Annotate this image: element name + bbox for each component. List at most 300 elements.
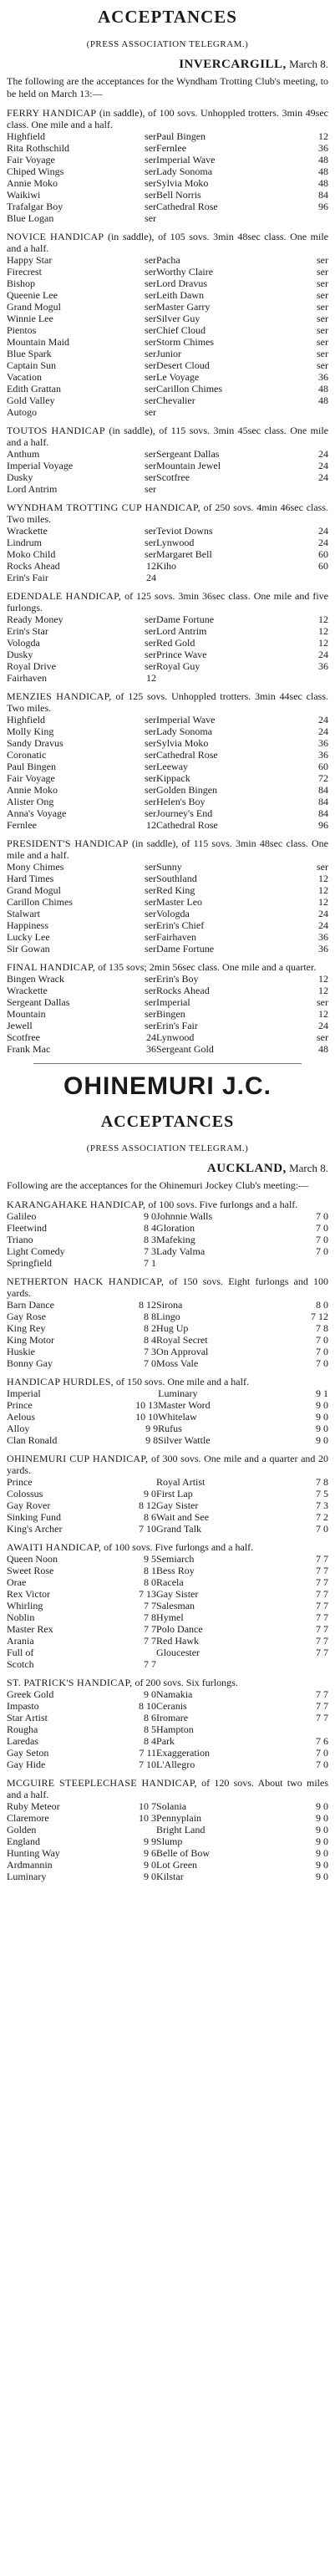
page-title: ACCEPTANCES (98, 7, 237, 27)
handicap-mark: ser (145, 660, 157, 672)
handicap-mark: 48 (318, 154, 328, 165)
horse-name: King Motor (7, 1334, 54, 1346)
handicap-mark: 7 7 (144, 1600, 157, 1611)
horse-name: Fernlee (7, 819, 37, 831)
entry-row (7, 1346, 328, 1357)
horse-name: Bonny Gay (7, 1357, 53, 1369)
handicap-mark: 8 3 (144, 1234, 157, 1245)
horse-name: Chiped Wings (7, 165, 64, 177)
entry-row (7, 1712, 328, 1723)
horse-name: Gold Valley (7, 395, 55, 406)
handicap-mark: ser (145, 254, 157, 266)
entry-row (7, 985, 328, 996)
horse-name: Lingo (156, 1311, 180, 1322)
horse-name: King's Archer (7, 1523, 63, 1535)
handicap-mark: 9 0 (144, 1688, 157, 1700)
horse-name: Hunting Way (7, 1847, 60, 1859)
entry-row (7, 1600, 328, 1611)
horse-name: Coronatic (7, 749, 47, 761)
handicap-mark: 24 (318, 908, 328, 919)
entry-row (7, 1234, 328, 1245)
entry-row (7, 1859, 328, 1871)
race-block (7, 425, 328, 495)
entry-row (7, 406, 328, 418)
race-conditions: (in saddle), of 100 sovs. Unhoppled trotters. 3min 49sec class. One mile and a half. (7, 107, 329, 130)
horse-name: Bingen Wrack (7, 973, 64, 985)
dateline-place: INVERCARGILL, (179, 58, 287, 71)
entry-row (7, 896, 328, 908)
entry-row (7, 1700, 328, 1712)
entry-row (7, 1511, 328, 1523)
handicap-mark: 24 (146, 1031, 157, 1043)
horse-name: Grand Mogul (7, 884, 61, 896)
handicap-mark: 36 (146, 1043, 157, 1055)
handicap-mark: 9 6 (144, 1847, 157, 1859)
entry-row (7, 266, 328, 277)
race-heading (7, 107, 328, 130)
horse-name: Jewell (7, 1020, 33, 1031)
handicap-mark: 48 (318, 383, 328, 395)
horse-name: Luminary (7, 1871, 47, 1882)
horse-name: Silver Wattle (158, 1434, 211, 1446)
handicap-mark: 8 5 (144, 1723, 157, 1735)
handicap-mark (298, 672, 328, 684)
horse-name: Dusky (7, 471, 33, 483)
entry-row (7, 1611, 328, 1623)
handicap-mark: 12 (318, 625, 328, 637)
horse-name: Imperial Wave (156, 714, 216, 725)
handicap-mark: ser (317, 266, 328, 277)
horse-name: Greek Gold (7, 1688, 54, 1700)
horse-name: Alloy (7, 1423, 30, 1434)
entries-table (7, 130, 328, 224)
race-conditions: of 125 sovs. Unhoppled trotters. 3min 44sec class. Two miles. (7, 690, 328, 714)
handicap-mark: 12 (146, 560, 157, 572)
race-conditions: of 250 sovs. 4min 46sec class. Two miles. (7, 501, 329, 525)
horse-name: Captain Sun (7, 359, 56, 371)
handicap-mark: 7 0 (316, 1222, 328, 1234)
entry-row (7, 908, 328, 919)
horse-name: Prince (7, 1399, 33, 1411)
entry-row (7, 784, 328, 796)
entry-row (7, 448, 328, 460)
handicap-mark: ser (145, 460, 157, 471)
handicap-mark: 24 (318, 714, 328, 725)
handicap-mark: 7 7 (144, 1635, 157, 1647)
horse-name: Fernlee (156, 142, 187, 154)
handicap-mark: 10 3 (139, 1812, 157, 1824)
handicap-mark: 7 5 (316, 1488, 328, 1499)
entry-row (7, 819, 328, 831)
entry-row (7, 772, 328, 784)
horse-name: Royal Secret (156, 1334, 208, 1346)
horse-name: Johnnie Walls (156, 1210, 213, 1222)
horse-name: Salesman (156, 1600, 195, 1611)
press-credit: (PRESS ASSOCIATION TELEGRAM.) (86, 39, 249, 49)
entry-row (7, 1747, 328, 1759)
handicap-mark: 7 7 (316, 1553, 328, 1565)
entry-row (7, 737, 328, 749)
entry-row (7, 1245, 328, 1257)
horse-name: Happy Star (7, 254, 53, 266)
handicap-mark: 12 (318, 973, 328, 985)
handicap-mark: 48 (318, 1043, 328, 1055)
handicap-mark: 84 (318, 807, 328, 819)
handicap-mark: ser (145, 525, 157, 537)
handicap-mark: 9 9 (144, 1835, 157, 1847)
handicap-mark: 96 (318, 819, 328, 831)
entry-row (7, 1399, 328, 1411)
horse-name: Rex Victor (7, 1588, 51, 1600)
race-conditions: of 100 sovs. Five furlongs and a half. (104, 1541, 254, 1553)
handicap-mark: 7 7 (316, 1712, 328, 1723)
race-conditions: (in saddle), of 115 sovs. 3min 45sec class. One mile and a half. (7, 425, 329, 448)
horse-name: Kiho (156, 560, 177, 572)
handicap-mark: ser (145, 931, 157, 943)
handicap-mark: 9 8 (145, 1434, 159, 1446)
handicap-mark: 7 0 (316, 1357, 328, 1369)
horse-name: Rita Rothschild (7, 142, 69, 154)
horse-name: Full of (7, 1647, 34, 1658)
horse-name: Sylvia Moko (156, 737, 209, 749)
handicap-mark: 9 0 (316, 1423, 328, 1434)
horse-name: Kilstar (156, 1871, 184, 1882)
race-heading (7, 1677, 328, 1688)
race-conditions: of 100 sovs. Five furlongs and a half. (148, 1199, 298, 1210)
handicap-mark: 60 (318, 548, 328, 560)
handicap-mark: 8 4 (144, 1222, 157, 1234)
entries-table (7, 973, 328, 1055)
handicap-mark: 9 0 (316, 1871, 328, 1882)
horse-name: Waikiwi (7, 189, 41, 201)
horse-name: Orae (7, 1576, 27, 1588)
horse-name: Star Artist (7, 1712, 48, 1723)
horse-name: Erin's Chief (156, 919, 205, 931)
handicap-mark: ser (145, 796, 157, 807)
handicap-mark: 7 12 (311, 1311, 328, 1322)
horse-name: Dame Fortune (156, 943, 215, 955)
race-heading (7, 501, 328, 525)
entry-row (7, 725, 328, 737)
handicap-mark: ser (145, 943, 157, 955)
horse-name: Blue Logan (7, 212, 54, 224)
horse-name: Whirling (7, 1600, 43, 1611)
dateline-date: March 8. (289, 58, 328, 70)
ohinemuri-race-list (0, 1199, 335, 1882)
entry-row (7, 1812, 328, 1824)
entry-row (7, 537, 328, 548)
horse-name: Grand Talk (156, 1523, 201, 1535)
entry-row (7, 348, 328, 359)
horse-name (156, 1658, 298, 1670)
handicap-mark: ser (145, 313, 157, 324)
handicap-mark: 7 11 (139, 1747, 157, 1759)
entry-row (7, 1658, 328, 1670)
horse-name: Carillon Chimes (7, 896, 73, 908)
horse-name: Slump (156, 1835, 183, 1847)
horse-name: Rocks Ahead (7, 560, 60, 572)
handicap-mark: ser (317, 1031, 328, 1043)
horse-name: Clan Ronald (7, 1434, 58, 1446)
horse-name: Ardmannin (7, 1859, 53, 1871)
horse-name: Imperial (156, 996, 190, 1008)
race-block (7, 837, 328, 955)
handicap-mark: ser (145, 177, 157, 189)
handicap-mark: ser (317, 861, 328, 873)
horse-name: Golden (7, 1824, 37, 1835)
horse-name: Winnie Lee (7, 313, 53, 324)
handicap-mark: ser (145, 548, 157, 560)
horse-name: Mountain Maid (7, 336, 69, 348)
handicap-mark (134, 1824, 156, 1835)
handicap-mark: 7 10 (139, 1523, 157, 1535)
handicap-mark: 7 0 (316, 1234, 328, 1245)
horse-name: Red Hawk (156, 1635, 200, 1647)
handicap-mark: ser (145, 289, 157, 301)
race-conditions: of 135 sovs; 2min 56sec class. One mile and a quarter. (98, 961, 317, 973)
handicap-mark: ser (145, 884, 157, 896)
entry-row (7, 483, 328, 495)
handicap-mark: 9 9 (145, 1423, 159, 1434)
handicap-mark (298, 1658, 328, 1670)
handicap-mark: ser (317, 348, 328, 359)
section-divider (33, 1063, 302, 1064)
horse-name: Gay Hide (7, 1759, 46, 1770)
race-heading (7, 690, 328, 714)
horse-name: Scotfree (7, 1031, 40, 1043)
horse-name: Laredas (7, 1735, 38, 1747)
entry-row (7, 1423, 328, 1434)
handicap-mark: 9 0 (144, 1871, 157, 1882)
handicap-mark: 8 6 (144, 1511, 157, 1523)
handicap-mark: ser (145, 277, 157, 289)
horse-name: Imperial (7, 1387, 41, 1399)
entry-row (7, 749, 328, 761)
entry-row (7, 471, 328, 483)
entry-row (7, 1688, 328, 1700)
horse-name: Queen Noon (7, 1553, 58, 1565)
handicap-mark: ser (145, 201, 157, 212)
handicap-mark: 60 (318, 560, 328, 572)
horse-name: Dame Fortune (156, 613, 215, 625)
horse-name: Whitelaw (158, 1411, 197, 1423)
race-name: MCGUIRE STEEPLECHASE HANDICAP, (7, 1777, 197, 1789)
horse-name: Royal Artist (156, 1476, 206, 1488)
race-heading (7, 231, 328, 254)
horse-name: Erin's Fair (7, 572, 48, 583)
race-block (7, 1376, 328, 1446)
handicap-mark: 9 0 (316, 1835, 328, 1847)
horse-name: Molly King (7, 725, 54, 737)
horse-name: Lord Antrim (7, 483, 58, 495)
horse-name: Erin's Boy (156, 973, 199, 985)
handicap-mark: ser (145, 142, 157, 154)
horse-name: Vacation (7, 371, 42, 383)
horse-name: Journey's End (156, 807, 213, 819)
horse-name: Royal Guy (156, 660, 200, 672)
horse-name: On Approval (156, 1346, 209, 1357)
handicap-mark: ser (145, 348, 157, 359)
horse-name: Master Garry (156, 301, 211, 313)
entry-row (7, 649, 328, 660)
handicap-mark: ser (145, 637, 157, 649)
horse-name: Anthum (7, 448, 40, 460)
horse-name: Fair Voyage (7, 154, 55, 165)
entry-row (7, 1647, 328, 1658)
horse-name: Stalwart (7, 908, 40, 919)
handicap-mark: ser (317, 301, 328, 313)
horse-name: Ceranis (156, 1700, 187, 1712)
handicap-mark (298, 406, 328, 418)
race-block (7, 1199, 328, 1269)
handicap-mark: 9 0 (316, 1399, 328, 1411)
horse-name (156, 572, 298, 583)
handicap-mark: 60 (318, 761, 328, 772)
entry-row (7, 1523, 328, 1535)
race-conditions: (in saddle), of 105 sovs. 3min 48sec class. One mile and a half. (7, 231, 328, 254)
handicap-mark: 7 7 (316, 1600, 328, 1611)
horse-name: Sirona (156, 1299, 183, 1311)
handicap-mark (298, 572, 328, 583)
horse-name: Rufus (158, 1423, 182, 1434)
entry-row (7, 460, 328, 471)
race-conditions: of 300 sovs. One mile and a quarter and 20 yards. (7, 1453, 328, 1476)
horse-name: England (7, 1835, 40, 1847)
handicap-mark: 24 (318, 471, 328, 483)
handicap-mark: 8 1 (144, 1565, 157, 1576)
race-heading (7, 1199, 328, 1210)
entry-row (7, 165, 328, 177)
horse-name: Teviot Downs (156, 525, 213, 537)
race-heading (7, 1453, 328, 1476)
race-conditions: (in saddle), of 115 sovs. 3min 48sec class. One mile and a half. (7, 837, 329, 861)
horse-name: Mafeking (156, 1234, 195, 1245)
handicap-mark: 7 0 (144, 1357, 157, 1369)
horse-name: Carillon Chimes (156, 383, 223, 395)
horse-name: Triano (7, 1234, 33, 1245)
entry-row (7, 996, 328, 1008)
club-title: OHINEMURI J.C. (63, 1072, 272, 1100)
entry-row (7, 1723, 328, 1735)
handicap-mark: ser (317, 289, 328, 301)
entries-table (7, 448, 328, 495)
entries-table (7, 254, 328, 418)
horse-name: Aelous (7, 1411, 35, 1423)
horse-name: Edith Grattan (7, 383, 61, 395)
horse-name: Light Comedy (7, 1245, 65, 1257)
horse-name: Red Gold (156, 637, 195, 649)
entry-row (7, 548, 328, 560)
entry-row (7, 660, 328, 672)
handicap-mark: 7 3 (144, 1346, 157, 1357)
handicap-mark: 10 10 (135, 1411, 159, 1423)
handicap-mark: 24 (318, 460, 328, 471)
horse-name: Bingen (156, 1008, 185, 1020)
handicap-mark: 12 (318, 1008, 328, 1020)
horse-name: Master Rex (7, 1623, 53, 1635)
handicap-mark: 7 7 (316, 1576, 328, 1588)
entry-row (7, 1635, 328, 1647)
horse-name (156, 212, 298, 224)
handicap-mark: 7 7 (316, 1688, 328, 1700)
race-conditions: of 150 sovs. One mile and a half. (116, 1376, 249, 1387)
horse-name: Fairhaven (156, 931, 197, 943)
handicap-mark: 8 8 (144, 1311, 157, 1322)
handicap-mark: 7 0 (316, 1523, 328, 1535)
entry-row (7, 525, 328, 537)
race-block (7, 231, 328, 418)
horse-name: Frank Mac (7, 1043, 51, 1055)
horse-name: Lord Antrim (156, 625, 207, 637)
race-name: FERRY HANDICAP (7, 107, 97, 119)
handicap-mark: 9 0 (144, 1859, 157, 1871)
horse-name: Ready Money (7, 613, 63, 625)
handicap-mark: 9 0 (144, 1210, 157, 1222)
entry-row (7, 189, 328, 201)
handicap-mark: ser (145, 359, 157, 371)
entry-row (7, 130, 328, 142)
handicap-mark: 7 7 (316, 1611, 328, 1623)
horse-name: Wait and See (156, 1511, 210, 1523)
entry-row (7, 1434, 328, 1446)
handicap-mark: 8 10 (139, 1700, 157, 1712)
race-conditions: of 120 sovs. About two miles and a half. (7, 1777, 328, 1800)
entry-row (7, 560, 328, 572)
horse-name: Junior (156, 348, 182, 359)
horse-name: Mony Chimes (7, 861, 64, 873)
horse-name: Gay Rover (7, 1499, 51, 1511)
handicap-mark: 7 7 (316, 1623, 328, 1635)
handicap-mark: ser (317, 324, 328, 336)
race-name: NOVICE HANDICAP (7, 231, 104, 242)
horse-name: Erin's Star (7, 625, 48, 637)
handicap-mark: 7 7 (316, 1635, 328, 1647)
horse-name: Rocks Ahead (156, 985, 210, 996)
race-name: MENZIES HANDICAP, (7, 690, 112, 702)
handicap-mark: ser (145, 807, 157, 819)
handicap-mark: ser (145, 324, 157, 336)
horse-name: King Rey (7, 1322, 46, 1334)
entry-row (7, 1411, 328, 1423)
horse-name: Margaret Bell (156, 548, 212, 560)
handicap-mark: ser (145, 985, 157, 996)
handicap-mark: 7 0 (316, 1346, 328, 1357)
handicap-mark: ser (145, 737, 157, 749)
entry-row (7, 1210, 328, 1222)
handicap-mark: 8 4 (144, 1334, 157, 1346)
handicap-mark (298, 483, 328, 495)
entry-row (7, 1735, 328, 1747)
horse-name: Namakia (156, 1688, 193, 1700)
handicap-mark: 8 12 (139, 1499, 157, 1511)
handicap-mark: 8 12 (139, 1299, 157, 1311)
horse-name: Desert Cloud (156, 359, 210, 371)
entry-row (7, 1387, 328, 1399)
handicap-mark (134, 1647, 156, 1658)
horse-name: Sinking Fund (7, 1511, 62, 1523)
entry-row (7, 625, 328, 637)
handicap-mark: 7 7 (316, 1588, 328, 1600)
handicap-mark: 24 (318, 525, 328, 537)
horse-name: Hard Times (7, 873, 54, 884)
entry-row (7, 1800, 328, 1812)
horse-name: Anna's Voyage (7, 807, 67, 819)
horse-name: Pientos (7, 324, 37, 336)
entry-row (7, 714, 328, 725)
handicap-mark: 84 (318, 189, 328, 201)
entry-row (7, 1322, 328, 1334)
entry-row (7, 1588, 328, 1600)
